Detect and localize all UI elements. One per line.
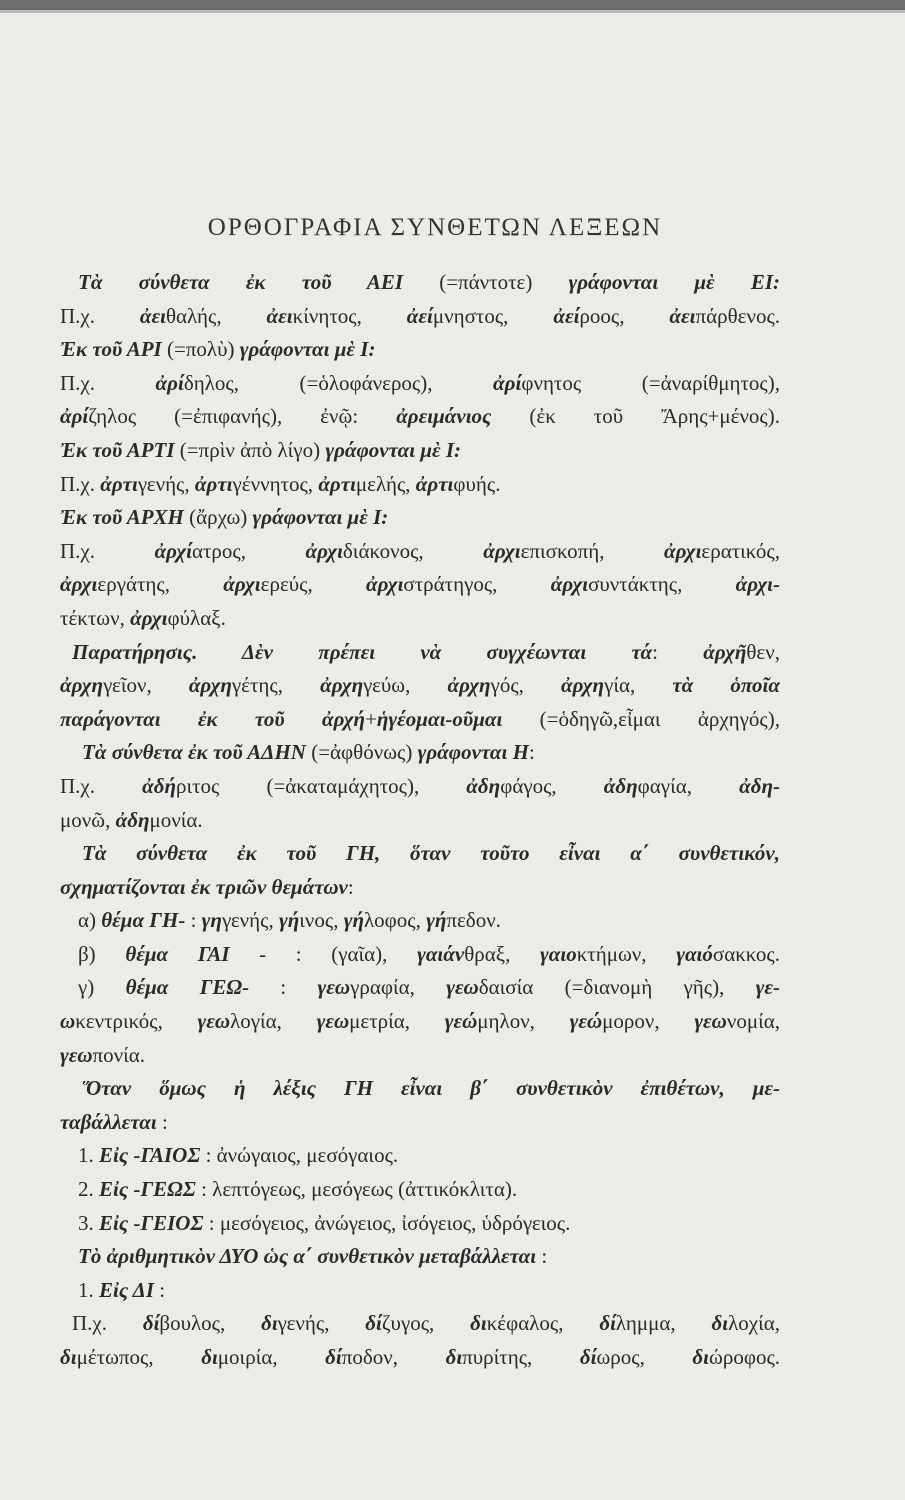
plain-text: μέτωπος, <box>76 1345 202 1369</box>
text-line <box>60 367 780 401</box>
text-line <box>60 703 780 737</box>
emphasis-text: δί <box>142 1311 160 1336</box>
text-line <box>60 300 780 334</box>
plain-text: γ) <box>78 975 126 1000</box>
emphasis-text: ἀρχι <box>60 572 98 597</box>
text-line <box>60 837 780 871</box>
emphasis-text: γεω <box>694 1009 727 1034</box>
plain-text: μορον, <box>602 1009 695 1034</box>
emphasis-text: γεω <box>316 1009 350 1034</box>
plain-text: γέτης, <box>231 673 321 698</box>
text-line <box>60 1005 780 1039</box>
emphasis-text: γεω <box>317 975 351 1000</box>
plain-text: γενής, <box>137 471 195 496</box>
plain-text: διάκονος, <box>342 538 484 563</box>
text-line <box>60 568 780 602</box>
emphasis-text: γεω <box>60 1042 93 1067</box>
emphasis-text: ἀρί <box>155 370 184 395</box>
plain-text: 1. <box>78 1143 99 1168</box>
plain-text: φάγος, <box>500 773 604 798</box>
emphasis-text: ἀρχι <box>366 572 404 597</box>
plain-text: πάρθενος. <box>695 303 781 328</box>
emphasis-text: ἀρχη <box>560 673 605 698</box>
plain-text: : <box>652 639 704 664</box>
emphasis-text: δι <box>261 1311 278 1336</box>
emphasis-text: γή <box>343 908 364 933</box>
plain-text: γραφία, <box>350 975 447 1000</box>
emphasis-text: θέμα ΓΗ- <box>101 908 186 933</box>
emphasis-text: ἀρχι <box>305 538 343 563</box>
emphasis-text: ἀρτι <box>415 471 454 496</box>
plain-text: ζυγος, <box>381 1311 471 1336</box>
plain-text: ινος, <box>299 908 344 933</box>
plain-text: λημμα, <box>615 1311 712 1336</box>
text-line <box>60 1207 780 1241</box>
plain-text: (ἄρχω) <box>183 505 253 530</box>
emphasis-text: ἀδη <box>603 773 638 798</box>
plain-text: θραξ, <box>464 941 541 966</box>
text-line <box>60 1274 780 1308</box>
plain-text: (ἐκ τοῦ Ἄρης+μένος). <box>491 404 780 429</box>
plain-text: στράτηγος, <box>403 572 551 597</box>
emphasis-text: ἀρί <box>60 404 89 429</box>
emphasis-text: ἀρχη <box>447 673 491 698</box>
plain-text: φνητος (=ἀναρίθμητος), <box>521 370 780 395</box>
plain-text: (=πρὶν ἀπὸ λίγο) <box>174 437 326 462</box>
scan-top-edge <box>0 0 905 10</box>
emphasis-text: δι <box>445 1345 463 1369</box>
emphasis-text: θέμα ΓΑΙ <box>125 941 230 966</box>
plain-text: γέννητος, <box>232 471 319 496</box>
plain-text: μνηστος, <box>432 303 554 328</box>
emphasis-text: ἀρχῆ <box>703 639 747 664</box>
emphasis-text: ἀρειμάνιος <box>396 404 492 429</box>
emphasis-text: ω <box>60 1009 76 1034</box>
text-line <box>60 736 780 770</box>
text-line <box>60 904 780 938</box>
emphasis-text: γεω <box>197 1009 231 1034</box>
plain-text: ριτος (=ἀκαταμάχητος), <box>175 773 467 798</box>
plain-text: σακκος. <box>712 941 780 966</box>
plain-text: 1. <box>78 1277 99 1302</box>
text-line <box>60 468 780 502</box>
plain-text: ατρος, <box>191 538 306 563</box>
emphasis-text: Εἰς -ΓΕΩΣ <box>99 1177 196 1202</box>
plain-text: μοιρία, <box>217 1345 326 1369</box>
plain-text: θεν, <box>746 639 780 664</box>
text-line <box>60 1139 780 1173</box>
emphasis-text: ἀρχι <box>130 605 168 630</box>
emphasis-text: ἀδη <box>466 773 501 798</box>
text-line <box>60 501 780 535</box>
emphasis-text: σχηματίζονται ἐκ τριῶν θεμάτων <box>60 874 348 899</box>
plain-text: (=ὁδηγῶ,εἶμαι ἀρχηγός), <box>502 706 780 731</box>
emphasis-text: δί <box>365 1311 382 1336</box>
plain-text: κίνητος, <box>292 303 407 328</box>
plain-text: λογία, <box>230 1009 317 1034</box>
emphasis-text: γε- <box>755 975 780 1000</box>
emphasis-text: δι <box>470 1311 487 1336</box>
plain-text: κτήμων, <box>576 941 677 966</box>
plain-text: φαγία, <box>637 773 740 798</box>
emphasis-text: ἀρχη <box>320 673 364 698</box>
plain-text: δαισία (=διανομὴ γῆς), <box>478 975 756 1000</box>
plain-text: μονῶ, <box>60 807 116 832</box>
emphasis-text: ἀεί <box>406 303 433 328</box>
plain-text: ώροφος. <box>709 1345 781 1369</box>
plain-text: - : (γαῖα), <box>229 941 418 966</box>
plain-text: μονία. <box>149 807 203 832</box>
emphasis-text: ἀει <box>266 303 293 328</box>
plain-text: : λεπτόγεως, μεσόγεως (ἀττικόκλιτα). <box>195 1177 518 1202</box>
page-title: ΟΡΘΟΓΡΑΦΙΑ ΣΥΝΘΕΤΩΝ ΛΕΞΕΩΝ <box>207 214 663 241</box>
emphasis-text: Ἐκ τοῦ ΑΡΤΙ <box>60 437 175 462</box>
plain-text: τέκτων, <box>60 605 131 630</box>
emphasis-text: δί <box>325 1345 342 1369</box>
text-line <box>60 1173 780 1207</box>
plain-text: λοχία, <box>728 1311 780 1336</box>
plain-text: κεντρικός, <box>75 1009 198 1034</box>
emphasis-text: ἀρτι <box>194 471 233 496</box>
emphasis-text: δι <box>711 1311 729 1336</box>
plain-text: β) <box>78 941 126 966</box>
emphasis-text: ἀρχι <box>483 538 521 563</box>
text-line <box>60 266 780 300</box>
plain-text: (=πολὺ) <box>161 337 240 362</box>
emphasis-text: ἀρτι <box>100 471 138 496</box>
emphasis-text: γεω <box>446 975 479 1000</box>
plain-text: Π.χ. <box>60 303 140 328</box>
emphasis-text: ἀρτι <box>318 471 356 496</box>
plain-text: : μεσόγειος, ἀνώγειος, ἰσόγειος, ὑδρόγειος. <box>203 1210 571 1235</box>
plain-text: πεδον. <box>446 908 501 933</box>
plain-text: : <box>528 740 535 765</box>
plain-text: βουλος, <box>159 1311 262 1336</box>
text-line <box>60 636 780 670</box>
text-line <box>60 1240 780 1274</box>
text-line <box>60 669 780 703</box>
plain-text: γός, <box>490 673 561 698</box>
plain-text: επισκοπή, <box>520 538 665 563</box>
emphasis-text: Τὰ σύνθετα ἐκ τοῦ ΓΗ, ὅταν τοῦτο εἶναι α΄ συνθετικόν, <box>82 841 780 866</box>
plain-text: Π.χ. <box>60 538 155 563</box>
plain-text: ποδον, <box>341 1345 446 1369</box>
plain-text: Π.χ. <box>60 773 143 798</box>
plain-text: μηλον, <box>477 1009 570 1034</box>
text-line <box>60 434 780 468</box>
emphasis-text: Τὰ σύνθετα ἐκ τοῦ ΑΔΗΝ <box>82 740 306 765</box>
plain-text: πυρίτης, <box>462 1345 580 1369</box>
emphasis-text: Εἰς ΔΙ <box>99 1277 155 1302</box>
plain-text: (=πάντοτε) <box>403 270 569 294</box>
plain-text: ωρος, <box>596 1345 693 1369</box>
emphasis-text: ἀρχι- <box>735 572 780 597</box>
emphasis-text: Τὸ ἀριθμητικὸν ΔΥΟ ὡς α΄ συνθετικὸν μεταβάλλεται <box>78 1244 537 1269</box>
text-line <box>60 1341 780 1375</box>
text-line <box>60 1106 780 1140</box>
emphasis-text: δι <box>60 1345 77 1369</box>
plain-text: φυής. <box>453 471 501 496</box>
emphasis-text: ἀρχι <box>664 538 702 563</box>
plain-text: γεῖον, <box>103 673 189 698</box>
emphasis-text: ἀει <box>669 303 696 328</box>
emphasis-text: Παρατήρησις. Δὲν πρέπει νὰ συγχέωνται τά <box>72 639 653 664</box>
emphasis-text: ἀρχι <box>550 572 589 597</box>
emphasis-text: γράφονται Η <box>417 740 529 765</box>
emphasis-text: δί <box>579 1345 597 1369</box>
text-line <box>60 971 780 1005</box>
plain-text: Π.χ. <box>72 1311 143 1336</box>
plain-text: : <box>249 975 318 1000</box>
text-body <box>60 266 780 1375</box>
emphasis-text: γεώ <box>569 1009 603 1034</box>
emphasis-text: Τὰ σύνθετα ἐκ τοῦ ΑΕΙ <box>78 270 404 294</box>
plain-text: μελής, <box>355 471 416 496</box>
plain-text: : <box>156 1109 168 1134</box>
plain-text: πονία. <box>92 1042 146 1067</box>
emphasis-text: γεώ <box>444 1009 478 1034</box>
plain-text: ζηλος (=ἐπιφανής), ἐνῷ: <box>88 404 397 429</box>
plain-text: Π.χ. <box>60 471 101 496</box>
text-line <box>60 400 780 434</box>
emphasis-text: ἀρχι <box>223 572 261 597</box>
plain-text: φύλαξ. <box>167 605 226 630</box>
plain-text: Π.χ. <box>60 370 156 395</box>
emphasis-text: ἡγέομαι-οῦμαι <box>376 706 503 731</box>
emphasis-text: ἀεί <box>553 303 580 328</box>
emphasis-text: ἀρχη <box>188 673 232 698</box>
plain-text: εργάτης, <box>97 572 224 597</box>
text-line <box>60 804 780 838</box>
emphasis-text: ἀει <box>139 303 166 328</box>
emphasis-text: δί <box>599 1311 616 1336</box>
emphasis-text: γή <box>278 908 300 933</box>
emphasis-text: γή <box>426 908 447 933</box>
plain-text: γία, <box>604 673 673 698</box>
plain-text: γενής, <box>221 908 279 933</box>
plain-text: συντάκτης, <box>588 572 736 597</box>
emphasis-text: παράγονται ἐκ τοῦ ἀρχή <box>60 706 366 731</box>
text-line <box>60 871 780 905</box>
plain-text: + <box>365 706 377 731</box>
emphasis-text: ταβάλλεται <box>60 1109 157 1134</box>
emphasis-text: γαιάν <box>417 941 465 966</box>
emphasis-text: ἀρί <box>493 370 522 395</box>
emphasis-text: Ὅταν ὅμως ἡ λέξις ΓΗ εἶναι β΄ συνθετικὸν ἐπιθέτων, με- <box>82 1076 780 1101</box>
plain-text: : ἀνώγαιος, μεσόγαιος. <box>200 1143 399 1168</box>
emphasis-text: Εἰς -ΓΕΙΟΣ <box>99 1210 204 1235</box>
plain-text: δηλος, (=ὁλοφάνερος), <box>183 370 494 395</box>
emphasis-text: δι <box>201 1345 218 1369</box>
plain-text: : <box>347 874 354 899</box>
emphasis-text: ἀρχί <box>154 538 192 563</box>
emphasis-text: ἀδη- <box>739 773 780 798</box>
plain-text: α) <box>78 908 102 933</box>
plain-text: 2. <box>78 1177 99 1202</box>
plain-text: : <box>536 1244 548 1269</box>
document-page <box>60 214 780 1375</box>
text-line <box>60 770 780 804</box>
scan-top-edge-shadow <box>0 10 905 13</box>
emphasis-text: Ἐκ τοῦ ΑΡΧΗ <box>60 505 184 530</box>
plain-text: ερατικός, <box>701 538 780 563</box>
plain-text: μετρία, <box>349 1009 445 1034</box>
text-line <box>60 1072 780 1106</box>
plain-text: : <box>185 908 202 933</box>
emphasis-text: γαιο <box>540 941 577 966</box>
text-line <box>60 1039 780 1073</box>
emphasis-text: τὰ ὁποῖα <box>672 673 780 698</box>
text-line <box>60 333 780 367</box>
plain-text: (=ἀφθόνως) <box>305 740 418 765</box>
plain-text: νομία, <box>726 1009 781 1034</box>
emphasis-text: γράφονται μὲ ΕΙ: <box>568 270 780 294</box>
emphasis-text: θέμα ΓΕΩ- <box>125 975 250 1000</box>
plain-text: ερεύς, <box>260 572 367 597</box>
emphasis-text: ἀρχη <box>60 673 104 698</box>
emphasis-text: δι <box>692 1345 710 1369</box>
emphasis-text: ἀδη <box>115 807 150 832</box>
emphasis-text: γράφονται μὲ Ι: <box>252 505 389 530</box>
text-line <box>60 602 780 636</box>
plain-text: : <box>154 1277 166 1302</box>
plain-text: γεύω, <box>363 673 448 698</box>
plain-text: λοφος, <box>363 908 427 933</box>
emphasis-text: γράφονται μὲ Ι: <box>239 337 376 362</box>
emphasis-text: Εἰς -ΓΑΙΟΣ <box>99 1143 201 1168</box>
plain-text: ροος, <box>579 303 670 328</box>
emphasis-text: ἀδή <box>142 773 176 798</box>
emphasis-text: γη <box>201 908 222 933</box>
emphasis-text: γράφονται μὲ Ι: <box>325 437 462 462</box>
plain-text: θαλής, <box>166 303 267 328</box>
text-line <box>60 938 780 972</box>
text-line <box>60 535 780 569</box>
plain-text: γενής, <box>277 1311 366 1336</box>
plain-text: κέφαλος, <box>486 1311 600 1336</box>
emphasis-text: γαιό <box>676 941 713 966</box>
emphasis-text: Ἐκ τοῦ ΑΡΙ <box>60 337 162 362</box>
plain-text: 3. <box>78 1210 99 1235</box>
text-line <box>60 1307 780 1341</box>
